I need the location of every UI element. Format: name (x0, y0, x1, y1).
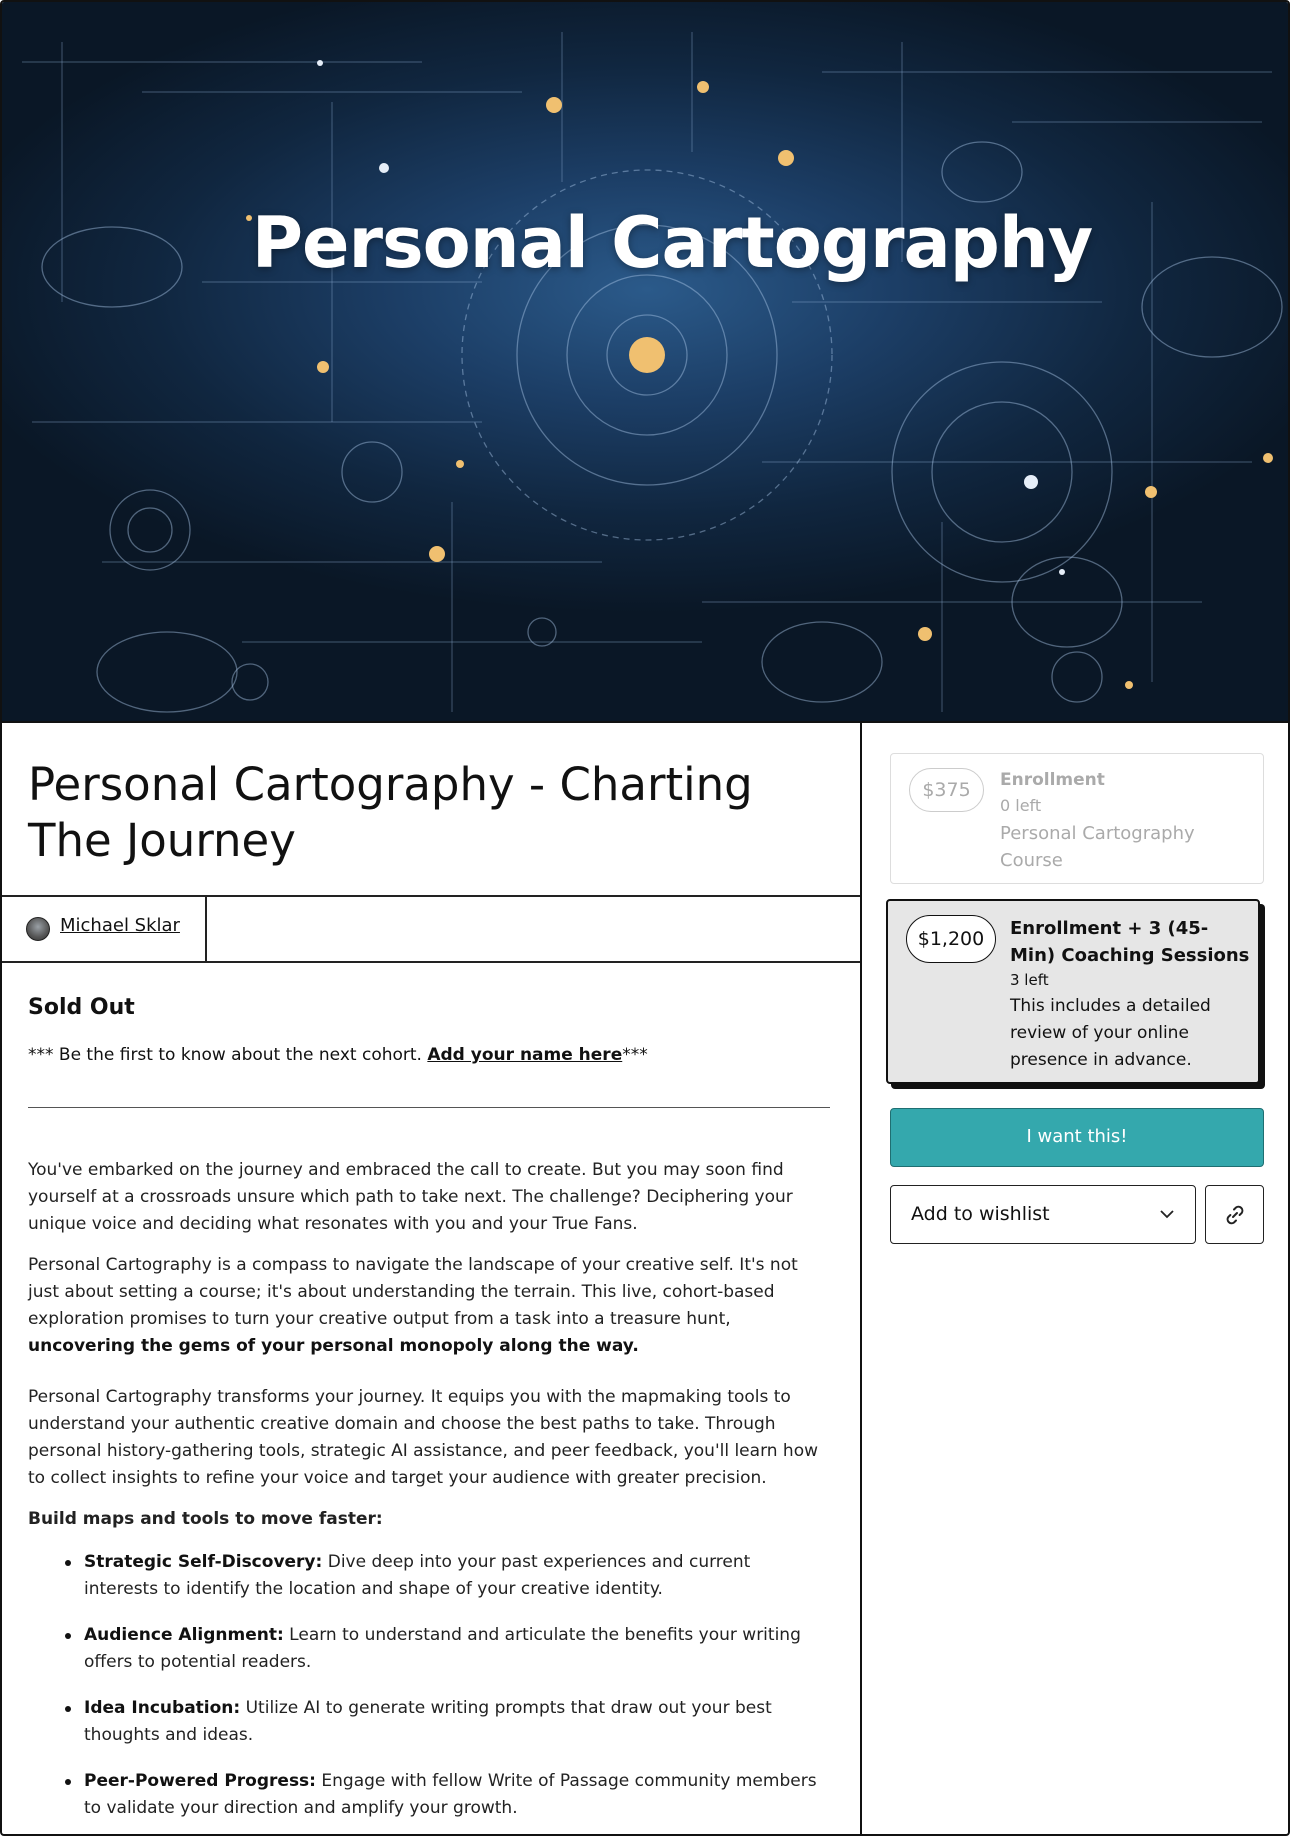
link-icon (1223, 1203, 1247, 1227)
tier-price: $375 (909, 768, 984, 812)
tier-title: Enrollment (1000, 770, 1105, 790)
tier-title: Enrollment + 3 (45-Min) Coaching Sessions (1010, 918, 1250, 966)
description-bold: uncovering the gems of your personal monopoly along the way. (28, 1336, 639, 1356)
product-title: Personal Cartography - Charting The Journey (28, 758, 753, 867)
list-item (84, 1549, 828, 1603)
description-paragraph: You've embarked on the journey and embraced the call to create. But you may soon find yourself at a crossroads unsure which path to take next. The challenge? Deciphering your unique voice and deciding what resonates with you and your True Fans. (28, 1160, 793, 1234)
hero-banner (2, 2, 1290, 723)
feature-list (28, 1549, 828, 1822)
tier-price: $1,200 (906, 915, 996, 963)
list-item-term: Strategic Self-Discovery: (84, 1552, 323, 1572)
tier-description: This includes a detailed review of your online presence in advance. (1010, 996, 1211, 1070)
notify-prefix: *** Be the first to know about the next cohort. (28, 1045, 428, 1065)
hero-map-artwork (2, 2, 1290, 723)
description-paragraph (28, 1252, 828, 1360)
want-this-button[interactable]: I want this! (890, 1108, 1264, 1167)
notify-text (28, 1045, 648, 1065)
list-item-text: Utilize AI to generate writing prompts that draw out your best thoughts and ideas. (84, 1698, 772, 1745)
chevron-down-icon (1157, 1204, 1177, 1224)
tier-remaining: 0 left (1000, 796, 1042, 815)
description-text: Personal Cartography is a compass to navigate the landscape of your creative self. It's not just about setting a course; it's about understanding the terrain. This live, cohort-based exploration promises to turn your creative output from a task into a treasure hunt, (28, 1255, 798, 1329)
product-description (28, 1157, 828, 1836)
divider (28, 1107, 830, 1108)
divider (2, 961, 860, 963)
hero-title: Personal Cartography (251, 202, 1093, 284)
list-item-term: Peer-Powered Progress: (84, 1771, 316, 1791)
list-item-text: Engage with fellow Write of Passage community members to validate your direction and amplify your growth. (84, 1771, 817, 1818)
list-item-term: Idea Incubation: (84, 1698, 241, 1718)
tier-option-enrollment[interactable] (890, 753, 1264, 884)
notify-suffix: *** (622, 1045, 648, 1065)
description-paragraph: Personal Cartography transforms your journey. It equips you with the mapmaking tools to understand your authentic creative domain and choose the best paths to take. Through personal history-gathering tools, strategic AI assistance, and peer feedback, you'll learn how to collect insights to refine your voice and target your audience with greater precision. (28, 1387, 819, 1488)
purchase-panel (860, 723, 1290, 1836)
sold-out-heading: Sold Out (28, 995, 135, 1020)
list-item (84, 1768, 828, 1822)
list-item-text: Dive deep into your past experiences and current interests to identify the location and shape of your creative identity. (84, 1552, 751, 1599)
product-details (2, 723, 860, 1836)
add-name-link[interactable]: Add your name here (427, 1045, 623, 1065)
description-subheading: Build maps and tools to move faster: (28, 1509, 383, 1529)
list-item (84, 1622, 828, 1676)
list-item-text: Learn to understand and articulate the benefits your writing offers to potential readers. (84, 1625, 801, 1672)
creator-name[interactable]: Michael Sklar (60, 915, 180, 936)
add-to-wishlist-dropdown[interactable] (890, 1185, 1196, 1244)
wishlist-label: Add to wishlist (911, 1203, 1050, 1225)
copy-link-button[interactable] (1205, 1185, 1264, 1244)
list-item-term: Audience Alignment: (84, 1625, 284, 1645)
tier-remaining: 3 left (1010, 971, 1049, 989)
tier-option-coaching[interactable] (886, 899, 1260, 1084)
tier-description: Personal Cartography Course (1000, 823, 1195, 871)
creator-link[interactable] (2, 895, 207, 961)
list-item (84, 1695, 828, 1749)
avatar (26, 917, 50, 941)
